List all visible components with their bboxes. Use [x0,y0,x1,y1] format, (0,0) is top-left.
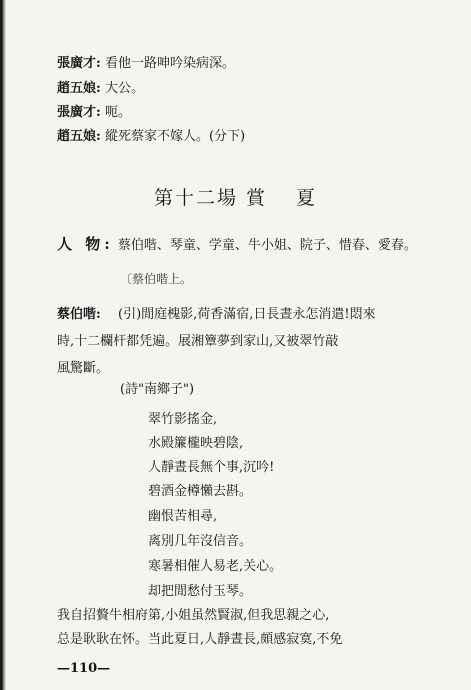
tune-name: (詩"南鄉子") [120,382,195,397]
speaker-name: 張廣才: [57,56,101,71]
speech-line: 時,十二欄杆都凭遍。展湘簟夢到家山,又被翠竹敲 [57,334,339,349]
poem-line: 离別几年沒信音。 [148,534,253,549]
poem-line: 水殿簾櫳映碧陰, [148,436,244,451]
poem-line: 幽恨苦相尋, [148,509,218,524]
dialogue-line [57,128,245,146]
speech-block [118,301,376,328]
poem-line: 翠竹影搖金, [148,412,218,427]
dialogue-line [57,104,131,122]
prose-line: 总是耿耿在怀。当此夏日,人靜晝長,頗感寂寞,不免 [57,632,343,647]
poem-line: 碧酒金樽懶去斟。 [148,484,253,499]
page-number: —110— [57,661,111,676]
speaker-name: 趙五娘: [57,81,101,96]
speaker-name: 蔡伯喈: [57,307,101,322]
speaker-name: 張廣才: [57,105,101,120]
poem-line: 却把閒愁付玉琴。 [148,584,253,599]
speech-line: 風驚斷。 [57,361,110,376]
dialogue-text: 大公。 [104,81,144,96]
speech-line: (引)閒庭槐影,荷香滿宿,日長晝永怎消遣!悶來 [118,307,376,322]
dialogue-text: 看他一路呻吟染病深。 [104,56,235,71]
scene-title: 第十二場 賞 夏 [153,187,318,209]
speaker-name: 趙五娘: [57,129,101,144]
dialogue-line [57,80,144,98]
dialogue-text: 縱死蔡家不嫁人。(分下) [104,129,246,144]
prose-line: 我自招贅牛相府第,小姐虽然賢淑,但我思親之心, [57,608,330,623]
dialogue-text: 呃。 [104,105,131,120]
cast-list [57,233,417,254]
cast-label: 人 物: [57,235,114,253]
cast-names: 蔡伯喈、琴童、学童、牛小姐、院子、惜春、愛春。 [117,238,417,253]
dialogue-line [57,55,235,73]
page-binding-edge [0,0,6,690]
stage-direction: 〔蔡伯喈上。 [120,272,193,286]
poem-line: 寒暑相催人易老,关心。 [148,559,283,574]
speech-block [57,328,338,382]
poem-line: 人靜晝長無个事,沉吟! [148,460,275,475]
